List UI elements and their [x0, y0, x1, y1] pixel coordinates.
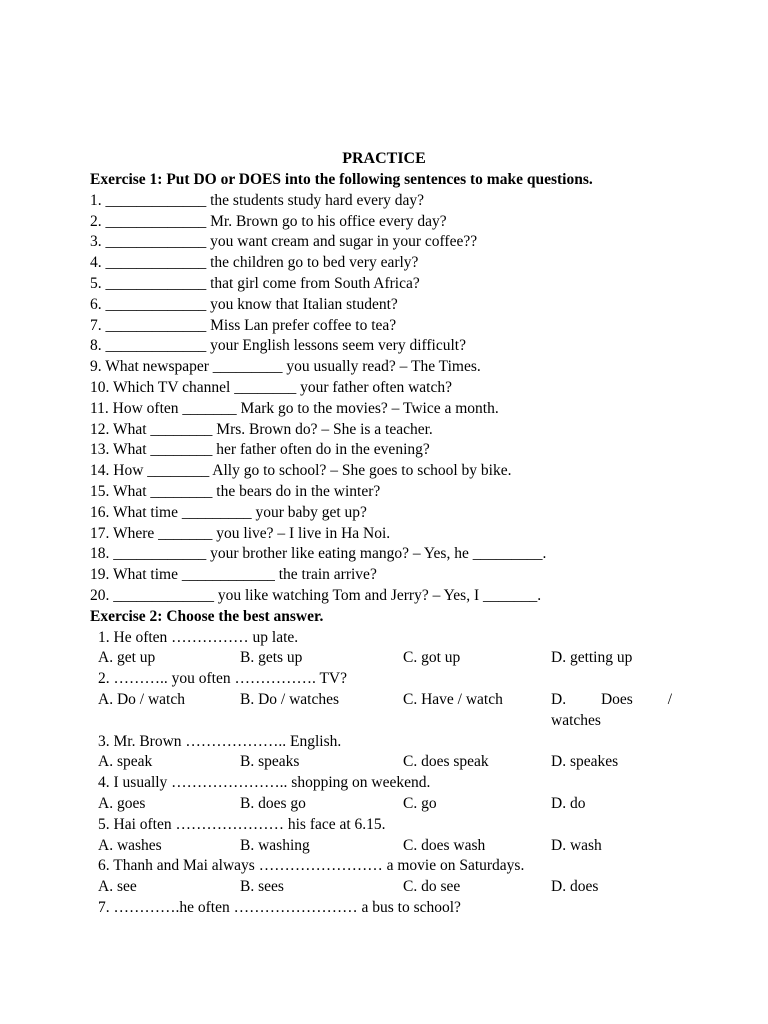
- exercise-1-item: 1. _____________ the students study hard every day?: [90, 191, 425, 209]
- exercise-1-item: 16. What time _________ your baby get up?: [90, 503, 367, 521]
- answer-options: [90, 752, 690, 773]
- option-d: D. speakes: [551, 753, 619, 771]
- option-d: D. wash: [551, 836, 602, 854]
- option-a: A. goes: [98, 794, 146, 812]
- exercise-1-item: 8. _____________ your English lessons seem very difficult?: [90, 337, 466, 355]
- answer-options: [90, 690, 690, 732]
- option-d: [551, 690, 672, 732]
- exercise-2-question: 5. Hai often ………………… his face at 6.15.: [98, 815, 386, 833]
- answer-options: [90, 836, 690, 857]
- option-a: A. washes: [98, 836, 162, 854]
- option-d-slash: /: [667, 690, 672, 708]
- option-d-letter: D.: [551, 690, 567, 708]
- answer-options: [90, 877, 690, 898]
- exercise-1-item: 7. _____________ Miss Lan prefer coffee to tea?: [90, 316, 397, 334]
- exercise-1-item: 13. What ________ her father often do in the evening?: [90, 441, 430, 459]
- exercise-1-heading: Exercise 1: Put DO or DOES into the following sentences to make questions.: [90, 171, 593, 188]
- option-c: C. Have / watch: [403, 690, 503, 708]
- option-b: B. washing: [240, 836, 310, 854]
- option-d-word: watches: [551, 711, 601, 729]
- exercise-1-item: 9. What newspaper _________ you usually read? – The Times.: [90, 358, 481, 376]
- exercise-1: [90, 170, 690, 919]
- option-c: C. does speak: [403, 753, 489, 771]
- exercise-2-question: 6. Thanh and Mai always …………………… a movie on Saturdays.: [98, 857, 525, 875]
- option-b: B. sees: [240, 878, 284, 896]
- exercise-1-item: 11. How often _______ Mark go to the movies? – Twice a month.: [90, 399, 499, 417]
- option-a: A. Do / watch: [98, 690, 185, 708]
- exercise-1-item: 19. What time ____________ the train arrive?: [90, 566, 377, 584]
- answer-options: [90, 648, 690, 669]
- option-d-word: Does: [600, 690, 633, 708]
- exercise-1-item: 5. _____________ that girl come from South Africa?: [90, 274, 420, 292]
- option-a: A. get up: [98, 649, 156, 667]
- exercise-1-item: 18. ____________ your brother like eating mango? – Yes, he _________.: [90, 545, 547, 563]
- option-b: B. does go: [240, 794, 306, 812]
- exercise-2-question: 1. He often …………… up late.: [98, 628, 299, 646]
- exercise-1-item: 3. _____________ you want cream and sugar in your coffee??: [90, 233, 478, 251]
- option-c: C. got up: [403, 649, 461, 667]
- exercise-2-question: 4. I usually ………………….. shopping on weekend.: [98, 774, 431, 792]
- option-c: C. do see: [403, 878, 461, 896]
- option-a: A. speak: [98, 753, 153, 771]
- option-c: C. go: [403, 794, 437, 812]
- exercise-1-item: 6. _____________ you know that Italian student?: [90, 295, 398, 313]
- exercise-1-item: 2. _____________ Mr. Brown go to his office every day?: [90, 212, 447, 230]
- exercise-1-item: 17. Where _______ you live? – I live in Ha Noi.: [90, 524, 391, 542]
- answer-options: [90, 794, 690, 815]
- option-a: A. see: [98, 878, 137, 896]
- exercise-2-heading: Exercise 2: Choose the best answer.: [90, 607, 324, 625]
- exercise-1-item: 4. _____________ the children go to bed very early?: [90, 254, 419, 272]
- exercise-2-question: 2. ……….. you often ……………. TV?: [98, 670, 347, 688]
- option-b: B. gets up: [240, 649, 303, 667]
- option-b: B. speaks: [240, 753, 300, 771]
- exercise-1-item: 20. _____________ you like watching Tom and Jerry? – Yes, I _______.: [90, 586, 542, 604]
- exercise-2-question: 3. Mr. Brown ……………….. English.: [98, 732, 342, 750]
- option-c: C. does wash: [403, 836, 486, 854]
- exercise-2-question: 7. ………….he often …………………… a bus to school?: [98, 898, 461, 916]
- option-d: D. getting up: [551, 649, 633, 667]
- option-d: D. do: [551, 794, 586, 812]
- exercise-1-item: 10. Which TV channel ________ your father often watch?: [90, 378, 452, 396]
- exercise-1-item: 15. What ________ the bears do in the winter?: [90, 482, 381, 500]
- exercise-1-item: 12. What ________ Mrs. Brown do? – She is a teacher.: [90, 420, 433, 438]
- exercise-1-item: 14. How ________ Ally go to school? – She goes to school by bike.: [90, 462, 512, 480]
- option-d: D. does: [551, 878, 599, 896]
- page-title: PRACTICE: [342, 150, 426, 167]
- option-b: B. Do / watches: [240, 690, 340, 708]
